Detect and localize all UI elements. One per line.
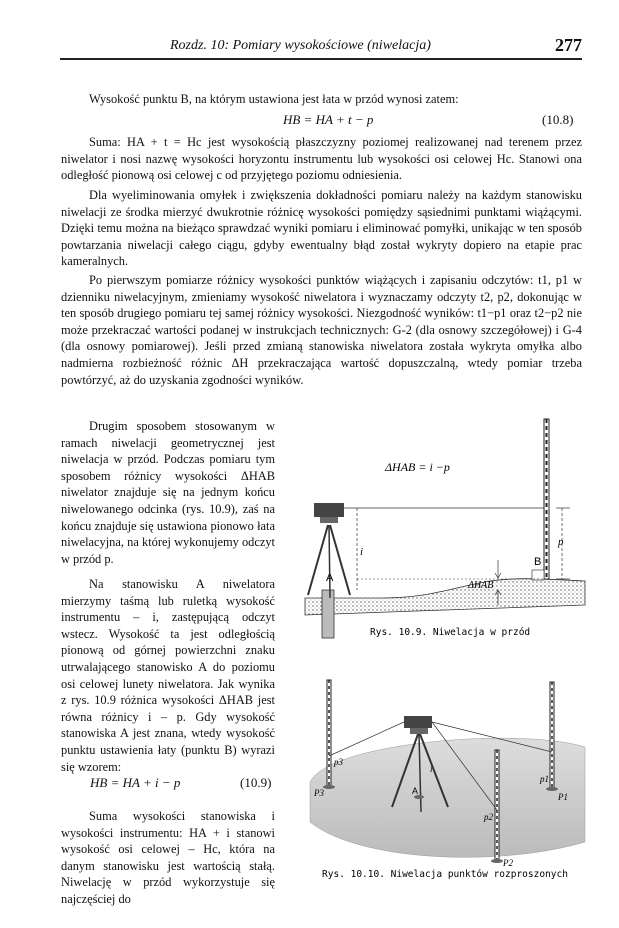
figure-caption: Rys. 10.10. Niwelacja punktów rozproszonych [322, 869, 568, 880]
label-P2: P2 [503, 858, 513, 868]
equation-10-9-number: (10.9) [240, 775, 272, 790]
chapter-title: Rozdz. 10: Pomiary wysokościowe (niwelacja) [170, 38, 431, 53]
label-p3: p3 [334, 757, 343, 767]
paragraph-2: Suma: HA + t = Hc jest wysokością płaszczyzny poziomej realizowanej nad terenem przez niwelator i nosi nazwę wysokości horyzontu instrumentu lub wysokości osi celowej Hc. Stanowi ona odległość pionową osi celowej c od przyjętego poziomu odniesienia. [61, 135, 582, 183]
paragraph-4: Po pierwszym pomiarze różnicy wysokości punktów wiążących i zapisaniu odczytów: t1, p1 w dzienniku niwelacyjnym, zmieniamy wysokość niwelatora i wyznaczamy odczyty t2, p2, dokonując w ten sposób drugiego pomiaru tej samej różnicy wysokości. Niezgodność wyników: t1−p1 oraz t2−p2 nie może przekraczać wartości podanej w instrukcjach technicznych: G-2 (dla osnowy szczegółowej) i G-4 (dla osnowy pomiarowej). Jeśli przed zmianą stanowiska niwelatora została wykryta omyłka albo nadmierna rozbieżność różnic ΔH przekraczająca wartość dopuszczalną, wtedy pomiar trzeba powtórzyć, aż do uzyskania zgodności wyników. [61, 273, 582, 387]
label-a: A [412, 786, 419, 796]
tripod-leg [329, 525, 330, 598]
level-instrument [314, 503, 344, 517]
figure-10-10 [300, 672, 590, 882]
running-header [60, 36, 582, 60]
label-a: A [326, 572, 334, 584]
equation-10-9: HB = HA + i − p [90, 775, 181, 790]
label-b: B [534, 556, 542, 568]
paragraph-1: Wysokość punktu B, na którym ustawiona jest łata w przód wynosi zatem: [89, 92, 459, 106]
equation-10-8-number: (10.8) [542, 112, 574, 127]
ground-area [310, 738, 585, 857]
label-P3: P3 [314, 788, 324, 798]
header-rule [60, 58, 582, 60]
page-number: 277 [555, 35, 582, 55]
paragraph-5: Drugim sposobem stosowanym w ramach niwelacji geometrycznej jest niwelacja w przód. Podczas pomiaru tym sposobem różnicy wysokości ΔHAB niwelator znajduje się na jednym końcu niwelowanego odcinka (rys. 10.9), zaś na końcu znajduje się ustawiona pionowo łata niwelacyjna, na której wykonujemy odczyt w przód p. [61, 419, 275, 566]
paragraph-3: Dla wyeliminowania omyłek i zwiększenia dokładności pomiaru należy na każdym stanowisku niwelacji ze środka mierzyć dwukrotnie różnicę wysokości pomiędzy sąsiednimi punktami wiążącymi. Dzięki temu można na bieżąco sprawdzać wyniki pomiaru i eliminować pomyłki, unikając w ten sposób powtarzania niwelacji całego ciągu, gdyby ewentualny błąd został wykryty dopiero na etapie prac kameralnych. [61, 188, 582, 269]
equation-10-8: HB = HA + t − p [283, 112, 374, 127]
label-i: i [430, 764, 433, 774]
label-p1: p1 [540, 774, 549, 784]
point-b-mark [532, 570, 544, 580]
benchmark-a [322, 590, 334, 638]
label-delta-h: ΔHAB [468, 580, 494, 591]
level-instrument [404, 716, 432, 728]
label-P1: P1 [558, 792, 568, 802]
figure-formula: ΔHAB = i −p [385, 460, 450, 474]
paragraph-7: Suma wysokości stanowiska i wysokości instrumentu: HA + i stanowi wysokość osi celowej – Hc, która na danym stanowisku jest wartością stałą. Niwelację w przód wykorzystuje się najczęściej do [61, 809, 275, 906]
figure-caption: Rys. 10.9. Niwelacja w przód [370, 627, 531, 638]
label-p2: p2 [484, 812, 493, 822]
paragraph-6: Na stanowisku A niwelatora mierzymy taśmą lub ruletką wysokość instrumentu – i, zastępującą odczyt wstecz. Wysokość ta jest odległością pionową od górnej powierzchni znaku utrwalającego stanowisko A do poziomu osi celowej lunety niwelatora. Jak wynika z rys. 10.9 różnica wysokości ΔHAB jest równa różnicy i – p. Gdy wysokość stanowiska A jest znana, wtedy wysokość punktu ustawienia łaty (punktu B) wyrazi się wzorem: [61, 577, 275, 774]
label-p: p [558, 536, 564, 548]
label-i: i [360, 546, 364, 558]
tripod-leg [308, 525, 328, 595]
tripod-leg [330, 525, 350, 595]
figure-10-9 [300, 405, 590, 645]
